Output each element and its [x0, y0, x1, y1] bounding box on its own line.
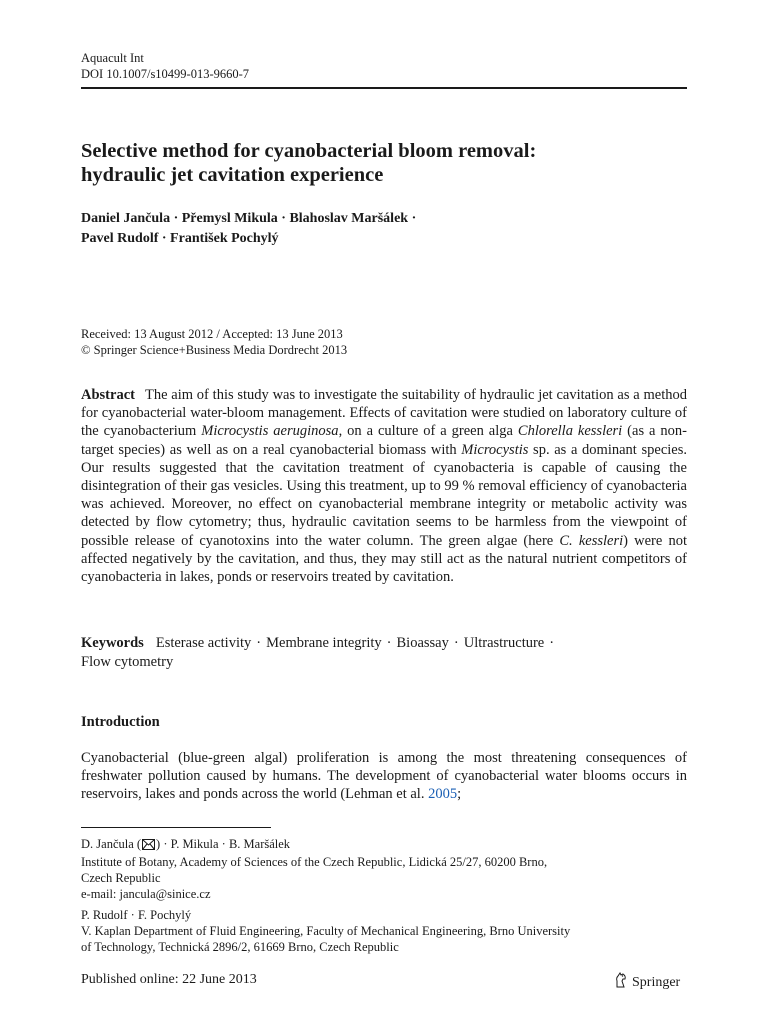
- journal-header: [81, 50, 249, 82]
- affiliation-2-names: P. Rudolf · F. Pochylý: [81, 908, 192, 922]
- article-title: [81, 139, 687, 187]
- abstract: [81, 386, 687, 586]
- introduction-text-end: ;: [457, 786, 462, 803]
- abstract-text-4: sp. as a dominant species. Our results suggested that the cavitation treatment of cyanobacteria is capable of causing the disintegration of their gas vesicles. Using this treatment, up to 99 % removal efficiency of cyanobacteria was achieved. Moreover, no effect on cyanobacterial membrane integrity or metabolic activity was detected by flow cytometry; thus, hydraulic cavitation seems to be harmless from the viewpoint of possible release of cyanotoxins into the water column. The green algae (here: [81, 441, 687, 549]
- keyword-separator: ·: [549, 635, 555, 651]
- abstract-italic-2: Chlorella kessleri: [517, 423, 623, 440]
- keyword: Flow cytometry: [81, 653, 174, 670]
- doi[interactable]: DOI 10.1007/s10499-013-9660-7: [81, 67, 250, 81]
- affiliation-1-institution: Institute of Botany, Academy of Sciences of the Czech Republic, Lidická 25/27, 60200 Brno,: [81, 855, 548, 869]
- citation-link[interactable]: 2005: [428, 786, 458, 803]
- keywords-label: Keywords: [81, 635, 144, 651]
- abstract-text-3: (as a non-target species) as well as on a real cyanobacterial biomass with: [81, 423, 688, 458]
- authors-line-1: Daniel Jančula · Přemysl Mikula · Blahoslav Maršálek ·: [81, 211, 417, 226]
- section-heading-introduction: Introduction: [81, 714, 160, 730]
- abstract-italic-1: Microcystis aeruginosa: [201, 423, 339, 440]
- affiliation-1-names-b: ) · P. Mikula · B. Maršálek: [156, 837, 291, 851]
- abstract-text-5: ) were not affected negatively by the cavitation, and thus, they may still act as the natural nutrient competitors of cyanobacteria in lakes, ponds or reservoirs treated by cavitation.: [81, 532, 688, 586]
- copyright: © Springer Science+Business Media Dordrecht 2013: [81, 343, 348, 357]
- keyword: Ultrastructure: [463, 635, 545, 651]
- author-list: [81, 209, 687, 249]
- affiliation-1-country: Czech Republic: [81, 871, 161, 885]
- title-line-1: Selective method for cyanobacterial bloom removal:: [81, 140, 537, 162]
- keyword-separator: ·: [453, 635, 459, 651]
- keyword: Membrane integrity: [266, 635, 382, 651]
- keyword: Bioassay: [396, 635, 449, 651]
- footnote-rule: [81, 827, 271, 828]
- keywords: [81, 634, 687, 671]
- abstract-label: Abstract: [81, 387, 135, 403]
- affiliation-2: [81, 907, 687, 955]
- abstract-italic-3: Microcystis: [461, 441, 529, 458]
- abstract-italic-4: C. kessleri: [559, 532, 624, 549]
- article-dates: [81, 326, 347, 358]
- published-online: Published online: 22 June 2013: [81, 972, 257, 987]
- abstract-text-1: The aim of this study was to investigate the suitability of hydraulic jet cavitation as a method for cyanobacterial water-bloom management. Effects of cavitation were studied on laboratory culture of the cyanobacterium: [81, 387, 687, 440]
- authors-line-2: Pavel Rudolf · František Pochylý: [81, 231, 279, 246]
- affiliation-1-names-a: D. Jančula (: [81, 837, 142, 851]
- introduction-paragraph: [81, 749, 687, 804]
- keyword-separator: ·: [256, 635, 262, 651]
- header-rule: [81, 87, 687, 89]
- publisher-name: Springer: [632, 974, 681, 990]
- journal-name: Aquacult Int: [81, 51, 144, 65]
- envelope-icon: [142, 838, 155, 854]
- introduction-text: Cyanobacterial (blue-green algal) proliferation is among the most threatening consequences of freshwater pollution caused by humans. The development of cyanobacterial water blooms occurs in reservoirs, lakes and ponds across the world (Lehman et al.: [81, 750, 687, 803]
- keyword: Esterase activity: [155, 635, 252, 651]
- title-line-2: hydraulic jet cavitation experience: [81, 164, 384, 186]
- affiliation-1: [81, 836, 687, 902]
- publisher-logo: [614, 972, 680, 993]
- abstract-text-2: , on a culture of a green alga: [338, 423, 518, 440]
- received-accepted: Received: 13 August 2012 / Accepted: 13 June 2013: [81, 327, 343, 341]
- affiliation-1-email[interactable]: e-mail: jancula@sinice.cz: [81, 887, 211, 901]
- springer-horse-icon: [614, 972, 628, 993]
- affiliation-2-institution-1: V. Kaplan Department of Fluid Engineering, Faculty of Mechanical Engineering, Brno University: [81, 924, 571, 938]
- affiliation-1-names: [81, 836, 687, 854]
- keyword-separator: ·: [386, 635, 392, 651]
- affiliation-2-institution-2: of Technology, Technická 2896/2, 61669 Brno, Czech Republic: [81, 940, 399, 954]
